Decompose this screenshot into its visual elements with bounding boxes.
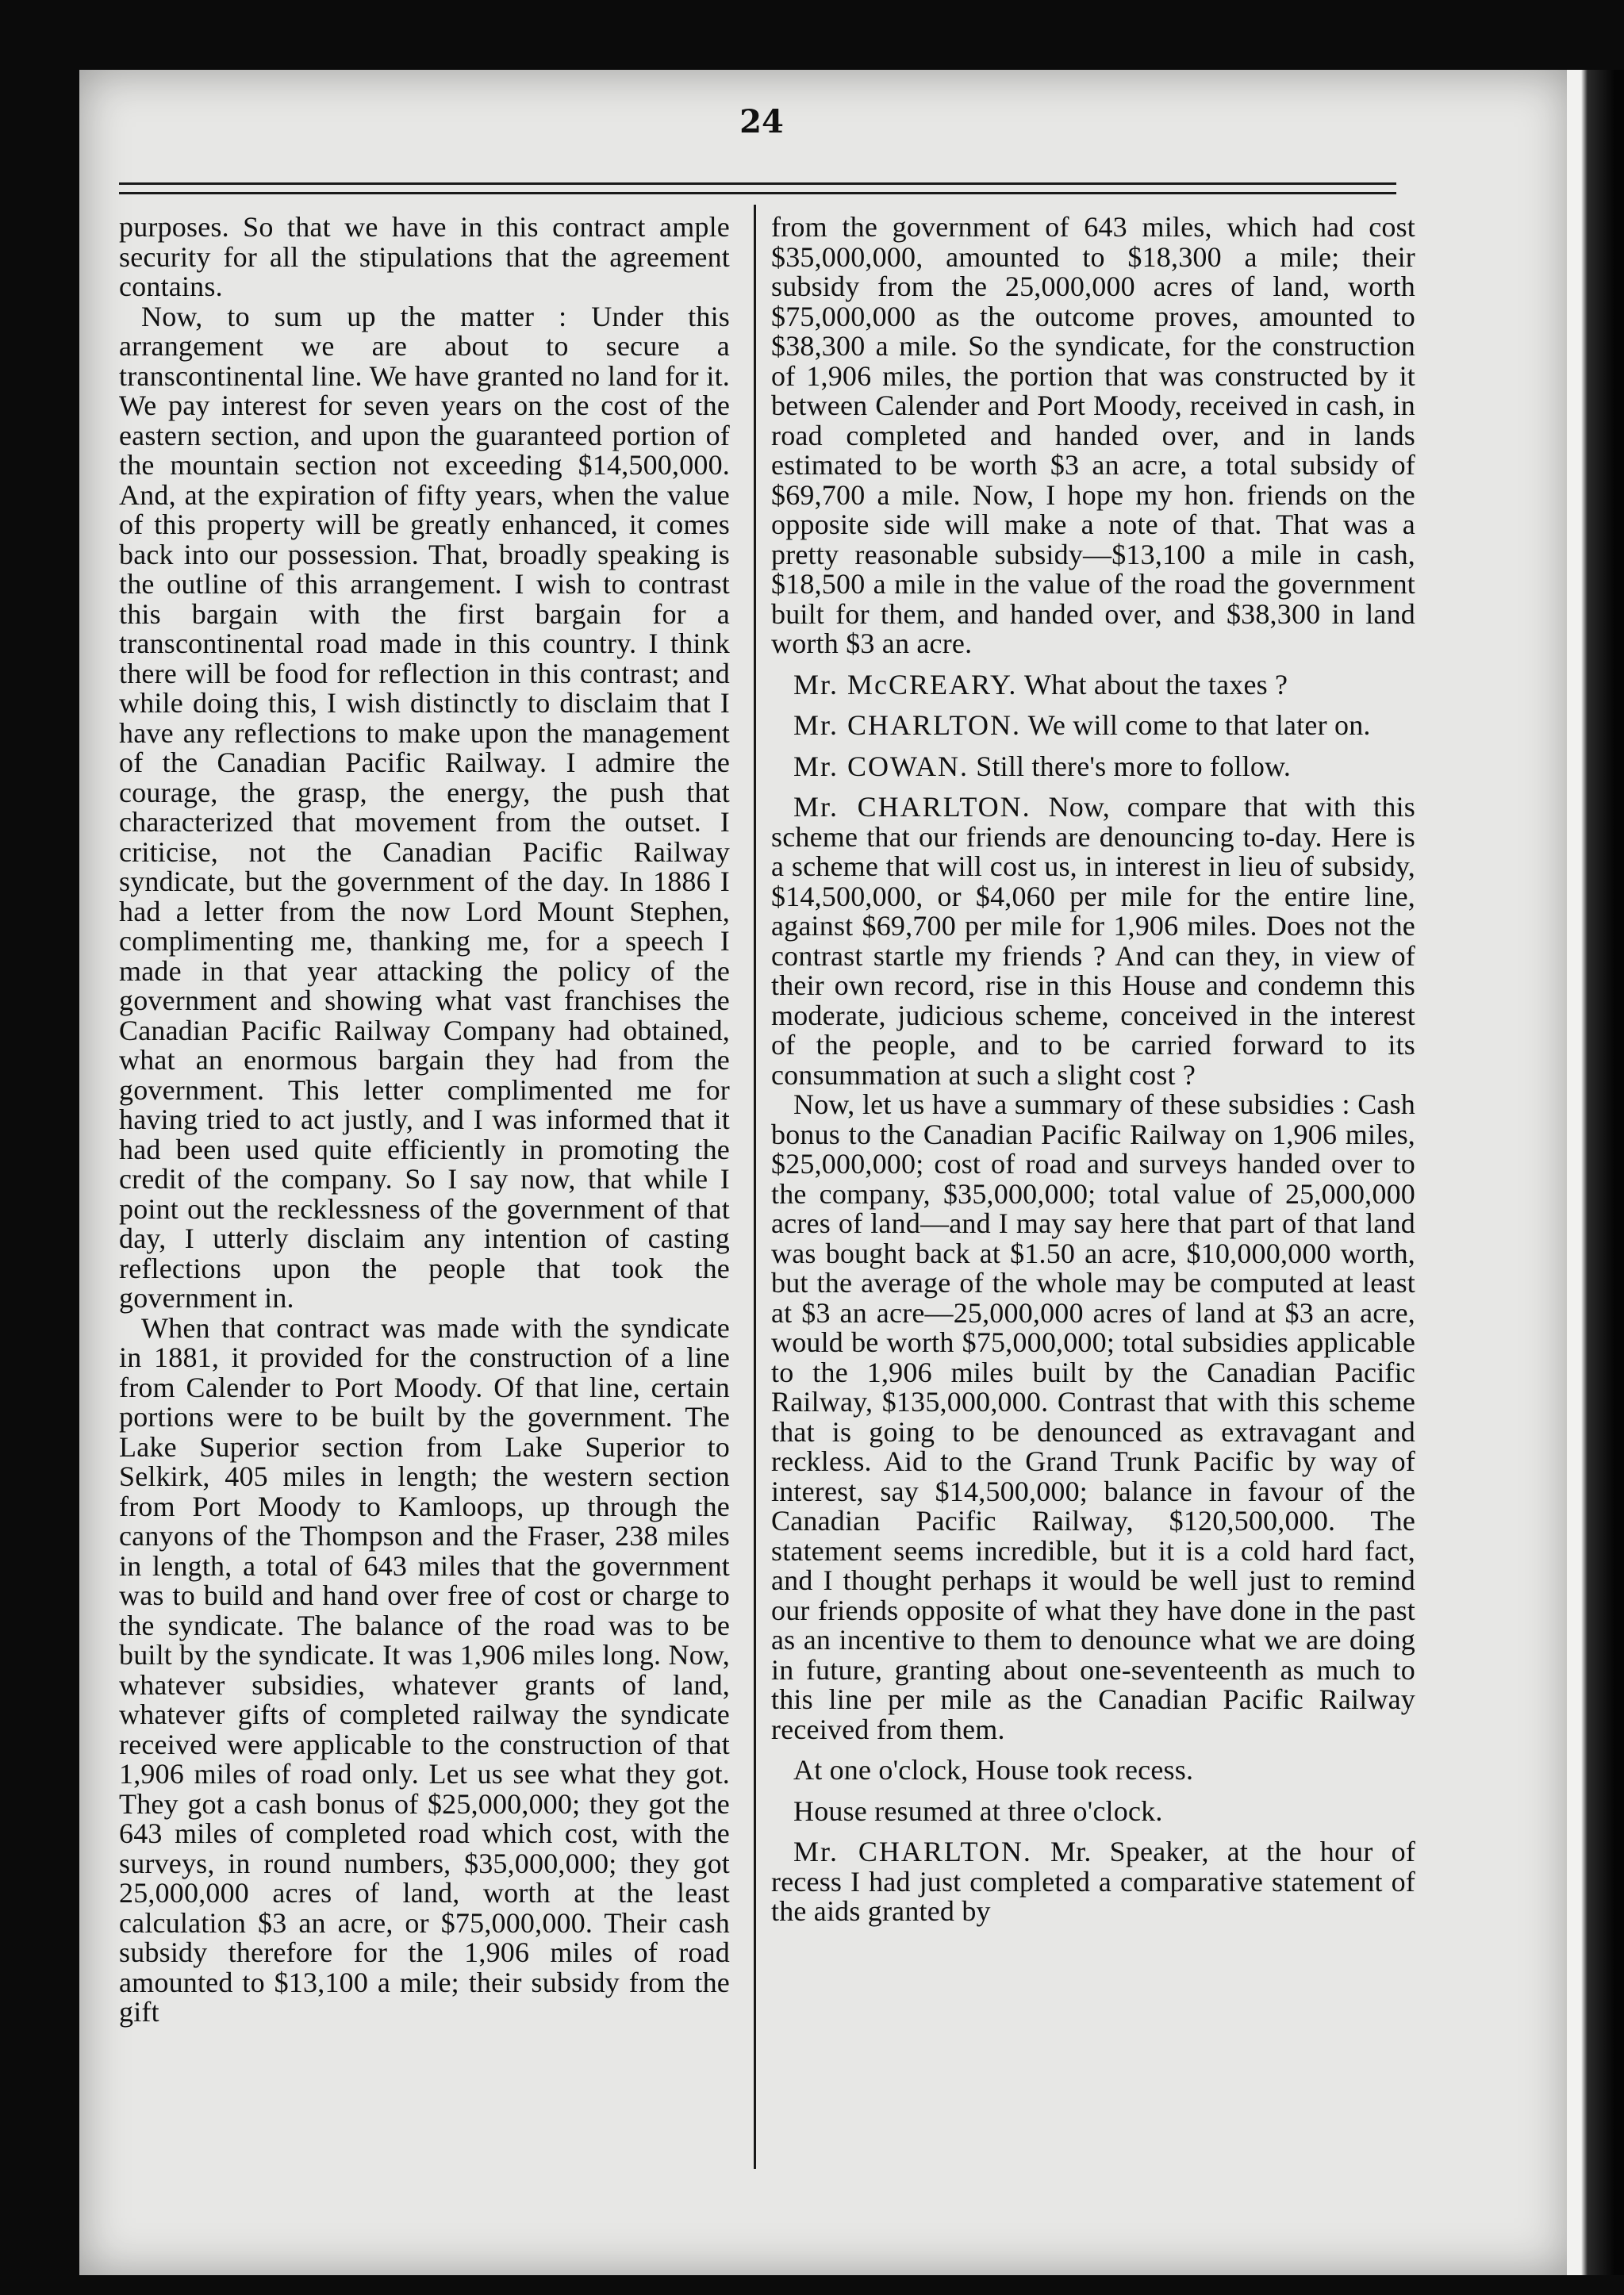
speech-mccreary [771, 670, 1415, 700]
header-rule-top [119, 182, 1396, 185]
paragraph-summary: Now, let us have a summary of these subsidies : Cash bonus to the Canadian Pacific Railway on 1,906 miles, $25,000,000; cost of road and surveys handed over to the company, $35,000,000; total value of 25,000,000 acres of land—and I may say here that part of that land was bought back at $1.50 an acre, $10,000,000 worth, but the average of the whole may be computed at least at $3 an acre—25,000,000 acres of land at $3 an acre, would be worth $75,000,000; total subsidies applicable to the 1,906 miles built by the Canadian Pacific Railway, $135,000,000. Contrast that with this scheme that is going to be denounced as extravagant and reckless. Aid to the Grand Trunk Pacific by way of interest, say $14,500,000; balance in favour of the Canadian Pacific Railway, $120,500,000. The statement seems incredible, but it is a cold hard fact, and I thought perhaps it would be well just to remind our friends opposite of what they have done in the past as an incentive to them to denounce what we are doing in future, granting about one-seventeenth as much to this line per mile as the Canadian Pacific Railway received from them. [771, 1088, 1415, 1745]
speech-charlton [771, 711, 1415, 741]
speech-text: What about the taxes ? [1023, 668, 1288, 700]
paragraph: When that contract was made with the syndicate in 1881, it provided for the construction of a line from Calender to Port Moody. Of that line, certain portions were to be built by the government. The Lake Superior section from Lake Superior to Selkirk, 405 miles in length; the western section from Port Moody to Kamloops, up through the canyons of the Thompson and the Fraser, 238 miles in length, a total of 643 miles that the government was to build and hand over free of cost or charge to the syndicate. The balance of the road was to be built by the syndicate. It was 1,906 miles long. Now, whatever subsidies, whatever grants of land, whatever gifts of completed railway the syndicate received were applicable to the construction of that 1,906 miles of road only. Let us see what they got. They got a cash bonus of $25,000,000; they got the 643 miles of completed road which cost, with the surveys, in round numbers, $35,000,000; they got 25,000,000 acres of land, worth at the least calculation $3 an acre, or $75,000,000. Their cash subsidy therefore for the 1,906 miles of road amounted to $13,100 a mile; their subsidy from the gift [119, 1311, 730, 2028]
header-rule-bottom [119, 192, 1396, 194]
speech-text: We will come to that later on. [1027, 709, 1371, 741]
speech-text: Still there's more to follow. [976, 750, 1292, 782]
left-column [119, 213, 730, 2164]
paragraph: from the government of 643 miles, which had cost $35,000,000, amounted to $18,300 a mile; their subsidy from the 25,000,000 acres of land, worth $75,000,000 as the outcome proves, amounted to $38,300 a mile. So the syndicate, for the construction of 1,906 miles, the portion that was constructed by it between Calender and Port Moody, received in cash, in road completed and handed over, and in lands estimated to be worth $3 an acre, a total subsidy of $69,700 a mile. Now, I hope my hon. friends on the opposite side will make a note of that. That was a pretty reasonable subsidy—$13,100 a mile in cash, $18,500 a mile in the value of the road the government built for them, and handed over, and $38,300 in land worth $3 an acre. [771, 211, 1415, 659]
speech-text: Mr. Speaker, at the hour of recess I had just completed a comparative statement of the aids granted by [771, 1836, 1416, 1927]
speaker-name: Mr. McCREARY. [793, 668, 1018, 700]
recess-note: At one o'clock, House took recess. [793, 1754, 1194, 1786]
speaker-name: Mr. CHARLTON. [793, 709, 1022, 741]
right-column [771, 213, 1415, 2164]
column-divider [754, 205, 756, 2169]
speech-cowan [771, 752, 1415, 782]
page-number: 24 [739, 103, 784, 140]
speech-charlton [771, 1837, 1415, 1927]
speaker-name: Mr. CHARLTON. [793, 791, 1031, 823]
paragraph: Now, to sum up the matter : Under this arrangement we are about to secure a transcontinental line. We have granted no land for it. We pay interest for seven years on the cost of the eastern section, and upon the guaranteed portion of the mountain section not exceeding $14,500,000. And, at the expiration of fifty years, when the value of this property will be greatly enhanced, it comes back into our possession. That, broadly speaking is the outline of this arrangement. I wish to contrast this bargain with the first bargain for a transcontinental road made in this country. I think there will be food for reflection in this contrast; and while doing this, I wish distinctly to disclaim that I have any reflections to make upon the management of the Canadian Pacific Railway. I admire the courage, the grasp, the energy, the push that characterized that movement from the outset. I criticise, not the Canadian Pacific Railway syndicate, but the government of the day. In 1886 I had a letter from the now Lord Mount Stephen, complimenting me, thanking me, for a speech I made in that year attacking the policy of the government and showing what vast franchises the Canadian Pacific Railway Company had obtained, what an enormous bargain they had from the government. This letter complimented me for having tried to act justly, and I was informed that it had been used quite efficiently in promoting the credit of the company. So I say now, that while I point out the recklessness of the government of that day, I utterly disclaim any intention of casting reflections upon the people that took the government in. [119, 300, 730, 1314]
page-edge-shadow [1567, 70, 1624, 2275]
speech-text: Now, compare that with this scheme that our friends are denouncing to-day. Here is a scheme that will cost us, in interest in lieu of subsidy, $14,500,000, or $4,060 per mile for the entire line, against $69,700 per mile for 1,906 miles. Does not the contrast startle my friends ? And can they, in view of their own record, rise in this House and condemn this moderate, judicious scheme, conceived in the interest of the people, and to be carried forward to its consummation at such a slight cost ? [771, 791, 1415, 1091]
speaker-name: Mr. COWAN. [793, 750, 969, 782]
speaker-name: Mr. CHARLTON. [793, 1836, 1032, 1867]
speech-charlton [771, 793, 1415, 1090]
resumed-note: House resumed at three o'clock. [793, 1794, 1163, 1827]
paragraph: purposes. So that we have in this contract ample security for all the stipulations that the agreement contains. [119, 211, 730, 302]
